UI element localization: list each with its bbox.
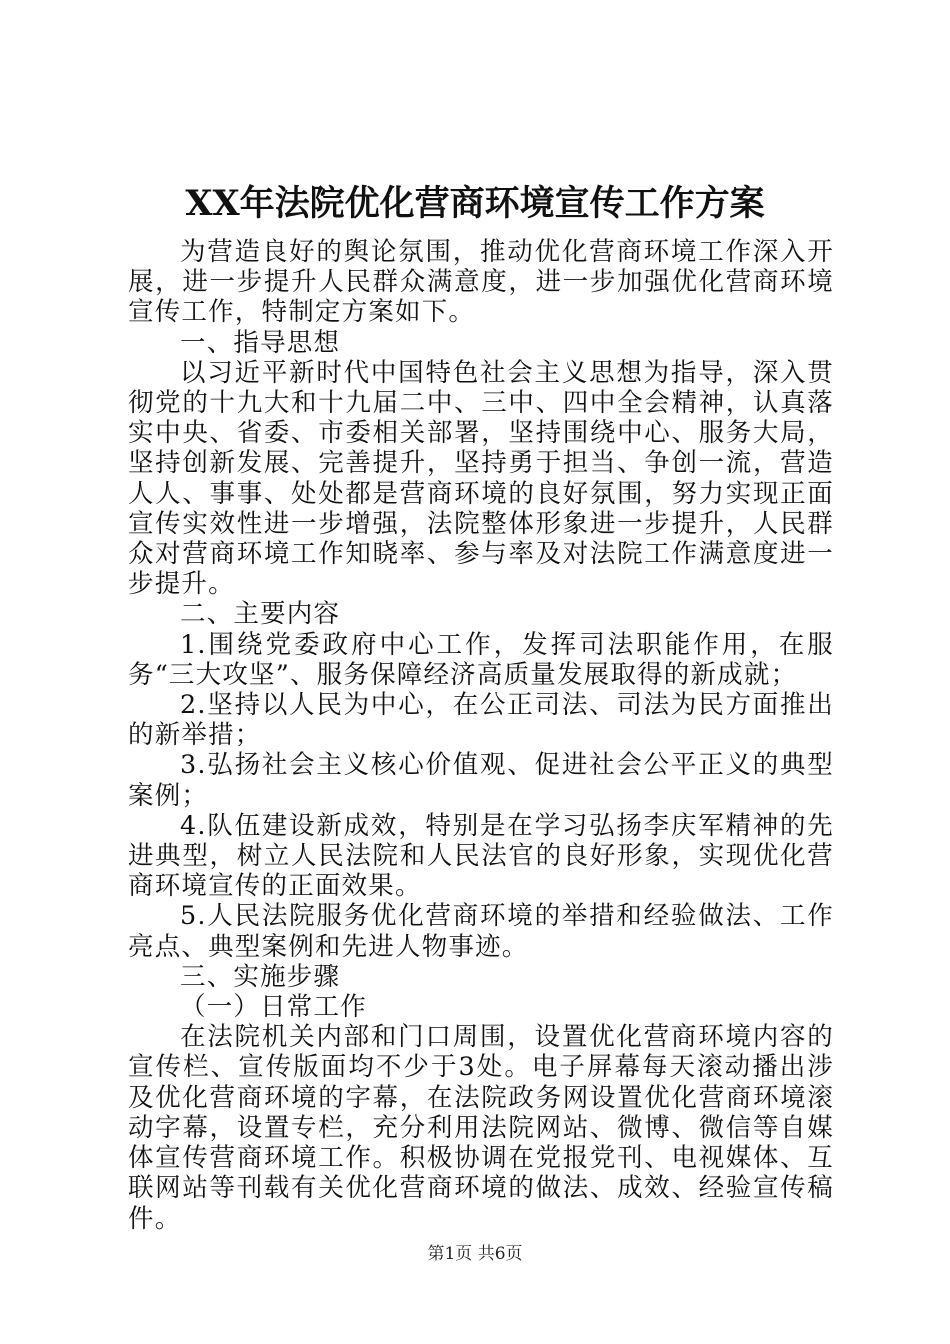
section-heading-main-content: 二、主要内容 xyxy=(180,599,341,630)
subsection-heading-daily-work: （一）日常工作 xyxy=(180,992,367,1023)
document-body xyxy=(128,237,834,1234)
section-heading-guiding-ideology: 一、指导思想 xyxy=(180,327,341,358)
document-title: XX年法院优化营商环境宣传工作方案 xyxy=(185,183,765,224)
list-item: 1.围绕党委政府中心工作，发挥司法职能作用，在服务“三大攻坚”、服务保障经济高质量发展取得的新成就； xyxy=(128,629,834,690)
section-paragraph-daily-work: 在法院机关内部和门口周围，设置优化营商环境内容的宣传栏、宣传版面均不少于3处。电子屏幕每天滚动播出涉及优化营商环境的字幕，在法院政务网设置优化营商环境滚动字幕，设置专栏，充分利用法院网站、微博、微信等自媒体宣传营商环境工作。积极协调在党报党刊、电视媒体、互联网站等刊载有关优化营商环境的做法、成效、经验宣传稿件。 xyxy=(128,1022,834,1234)
intro-paragraph: 为营造良好的舆论氛围，推动优化营商环境工作深入开展，进一步提升人民群众满意度，进一步加强优化营商环境宣传工作，特制定方案如下。 xyxy=(128,237,834,328)
list-item: 4.队伍建设新成效，特别是在学习弘扬李庆军精神的先进典型，树立人民法院和人民法官的良好形象，实现优化营商环境宣传的正面效果。 xyxy=(128,810,834,902)
page-number-footer: 第1页 共6页 xyxy=(427,1244,523,1264)
section-paragraph-guiding-ideology: 以习近平新时代中国特色社会主义思想为指导，深入贯彻党的十九大和十九届二中、三中、四中全会精神，认真落实中央、省委、市委相关部署，坚持围绕中心、服务大局，坚持创新发展、完善提升，坚持勇于担当、争创一流，营造人人、事事、处处都是营商环境的良好氛围，努力实现正面宣传实效性进一步增强，法院整体形象进一步提升，人民群众对营商环境工作知晓率、参与率及对法院工作满意度进一步提升。 xyxy=(128,357,834,600)
list-item: 2.坚持以人民为中心，在公正司法、司法为民方面推出的新举措； xyxy=(128,690,834,751)
section-heading-implementation: 三、实施步骤 xyxy=(180,961,341,992)
list-item: 5.人民法院服务优化营商环境的举措和经验做法、工作亮点、典型案例和先进人物事迹。 xyxy=(128,901,834,962)
list-item: 3.弘扬社会主义核心价值观、促进社会公平正义的典型案例； xyxy=(128,750,834,811)
